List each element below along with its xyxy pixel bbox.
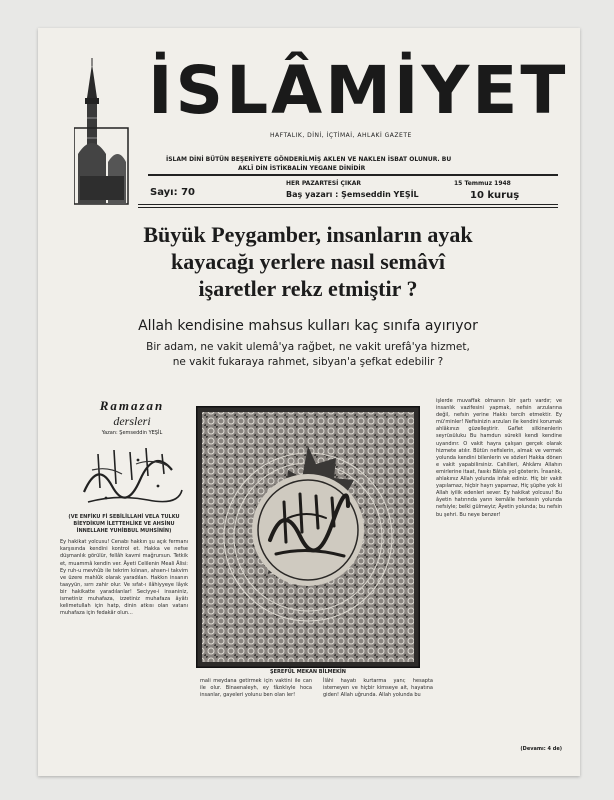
calligraphy-artwork bbox=[196, 406, 420, 668]
main-headline bbox=[58, 221, 558, 302]
column-3-text: İlâhi hayatı kurtarma yanı; hesapta istemeyen ve hiçbir kimseye ait, hayatına giden! Allah uğrunda. Allah yolunda bu bbox=[323, 678, 433, 699]
header-divider bbox=[138, 204, 558, 205]
subheadline-question-line-1: Bir adam, ne vakit ulemâ'ya rağbet, ne vakit urefâ'ya hizmet, bbox=[146, 341, 470, 353]
minaret-icon bbox=[74, 58, 132, 208]
headline-line-1: Büyük Peygamber, insanların ayak bbox=[143, 222, 473, 247]
subheadline: Allah kendisine mahsus kulları kaç sınıfa ayırıyor bbox=[138, 318, 478, 334]
artwork-caption: ŞEREFÜL MEKAN BİLMEKİN bbox=[270, 669, 346, 675]
issue-price: 10 kuruş bbox=[470, 190, 520, 201]
column-title: Ramazan bbox=[99, 398, 165, 413]
header-divider-double bbox=[138, 207, 558, 208]
column-1-body: Ey hakikat yolcusu! Cenabı hakkın şu açık fermanı karşısında kendini kontrol et. Hakka ve nefse düşmanlık görülür, fellâh kavmi mağrursun. Tetkik et, muammâ kendin ver. Âyeti Celilenin Meali Âlisi: Ey ruh-u mevhûb ile tekrim kılınan, ahsen-i takvim ve üzere mahlûk olarak yaradılan. Hakkın insanın taayyün, sırrı zahir olur. Ve sıfat-ı ilâhiyyeye lâyık bir hakikatte yaradılanlar! Seciyye-i insaniniz, ismetiniz muhafaza, izzetiniz muhafaza âyâtı kelimetullah için hatp, dinin atkısı olan vatanı muhafaza için fedakâr olun... bbox=[60, 539, 188, 617]
masthead-subtitle: HAFTALIK, DİNİ, İÇTİMAİ, AHLAKİ GAZETE bbox=[270, 132, 412, 139]
column-1-text bbox=[60, 514, 188, 617]
masthead-motto-continued: AKLÎ DİN İSTİKBALİN YEGANE DİNİDİR bbox=[238, 165, 366, 172]
column-2-text: mali meydana getirmek için vaktini ile can ile olur. Binaenaleyh, ey fâzıklıyle hoca insanlar, gayeleri yolunu ben olan ler! bbox=[200, 678, 312, 699]
issue-number: Sayı: 70 bbox=[150, 187, 195, 198]
editor-name: Baş yazarı : Şemseddin YEŞİL bbox=[286, 190, 419, 199]
subheadline-question bbox=[58, 340, 558, 370]
headline-line-3: işaretler rekz etmiştir ? bbox=[198, 276, 418, 301]
issue-date: 15 Temmuz 1948 bbox=[454, 180, 511, 187]
masthead-rule bbox=[148, 174, 558, 176]
newspaper-page bbox=[38, 28, 580, 776]
column-subtitle: dersleri bbox=[113, 414, 151, 428]
masthead-title: İSLÂMİYET bbox=[148, 52, 569, 129]
column-1-verse: (VE ENFİKU Fİ SEBİLİLLAHİ VELA TULKU BİEYDİKUM İLETTEHLİKE VE AHSİNU İNNELLAHE YUHİBBUL MUHSİNİN) bbox=[68, 514, 180, 535]
publication-frequency: HER PAZARTESİ ÇIKAR bbox=[286, 180, 362, 187]
calligraphy-icon bbox=[78, 440, 188, 512]
headline-line-2: kayacağı yerlere nasıl semâvî bbox=[171, 249, 445, 274]
continued-notice: (Devamı: 4 de) bbox=[520, 746, 562, 752]
column-4-text: işlerde muvaffak olmanın bir şartı vardır; ve insanlık vazifesini yapmak, nefsin arzularına değil, nefsin yerine Hakkı tercih etmektir. Ey mü'minler! Nefisinizin arzuları ile kendini korumak ahlâkınızı güzelleştirir. Gaflet silkinenlerin seyrüsüluku Bu hamdun sürekli kendi kendine uyandırır. O vakit hayra çalışan gerçek olarak hizmete atılır. Bütün nefislerin, almak ve vermek yolunda kendini bilenlerin ve sözleri Hakka dönen e vakit yapabilirsiniz. Cahilleri, Ahkâmı Allahın emirlerine itaat, fasıkı Bâtıla yol gösterin. İnsanlık, ahlakınız Allah yolunda infak ediniz. Hiç bir vakit yapılamaz, hiçbir hayrı yapamaz, Hiç şüphe yok ki Allah iyilik edenleri sever. Ey hakikat yolcusu! Bu âyetin hatırında yarın kemâlle herkesin yolunda nefsiyle; belki gülmeyiz; Âyetin yolunda; bu nefsin bu şehri. Bu neye benzer! bbox=[436, 398, 562, 518]
masthead-motto: İSLAM DİNİ BÜTÜN BEŞERİYETE GÖNDERİLMİŞ AKLEN VE NAKLEN İSBAT OLUNUR. BU bbox=[166, 156, 452, 163]
subheadline-question-line-2: ne vakit fukaraya rahmet, sibyan'a şefkat edebilir ? bbox=[172, 356, 444, 368]
column-author: Yazan: Şemseddin YEŞİL bbox=[101, 430, 163, 436]
